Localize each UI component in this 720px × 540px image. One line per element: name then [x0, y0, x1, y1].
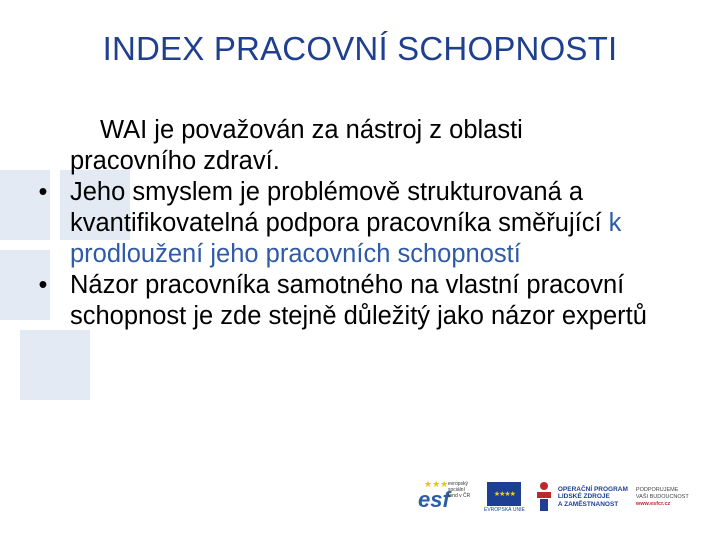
bullet-item-2: [28, 270, 708, 332]
esf-caption: evropský sociální fond v ČR: [448, 481, 471, 499]
eu-caption: EVROPSKÁ UNIE: [484, 506, 525, 513]
op-line-1: OPERAČNÍ PROGRAM: [557, 485, 628, 493]
slide-title: INDEX PRACOVNÍ SCHOPNOSTI: [102, 30, 618, 67]
bullet-item-1: [28, 177, 708, 270]
intro-paragraph: [28, 115, 708, 177]
esf-wordmark: esf: [418, 487, 450, 512]
bullet-marker: •: [38, 271, 48, 299]
intro-line-1: WAI je považován za nástroj z oblasti: [100, 116, 523, 144]
support-line-1: PODPORUJEME: [635, 486, 679, 493]
footer-logos: [418, 476, 698, 518]
op-logo: [533, 481, 628, 513]
esf-stars-icon: ★★★: [424, 479, 449, 489]
support-slogan: [636, 487, 689, 508]
op-figure-icon: [533, 481, 555, 513]
esf-logo: [418, 479, 476, 515]
op-text: [558, 486, 628, 509]
intro-line-2: pracovního zdraví.: [70, 147, 280, 175]
eu-logo: [484, 482, 525, 513]
bullet-1-highlight: k prodloužení jeho pracovních schopností: [70, 209, 622, 268]
bullet-1-text: Jeho smyslem je problémově strukturovaná a kvantifikovatelná podpora pracovníka směřující: [70, 178, 609, 237]
eu-flag-icon: ★★★★: [487, 482, 521, 506]
op-line-2: LIDSKÉ ZDROJE: [557, 493, 610, 501]
bullet-marker: •: [38, 178, 48, 206]
op-line-3: A ZAMĚSTNANOST: [557, 500, 619, 508]
support-line-2: VAŠI BUDOUCNOST: [635, 493, 689, 500]
bullet-2-text: Názor pracovníka samotného na vlastní pracovní schopnost je zde stejně důležitý jako názor expertů: [70, 271, 647, 330]
support-url[interactable]: www.esfcr.cz: [635, 500, 671, 507]
slide-body: [28, 115, 708, 332]
